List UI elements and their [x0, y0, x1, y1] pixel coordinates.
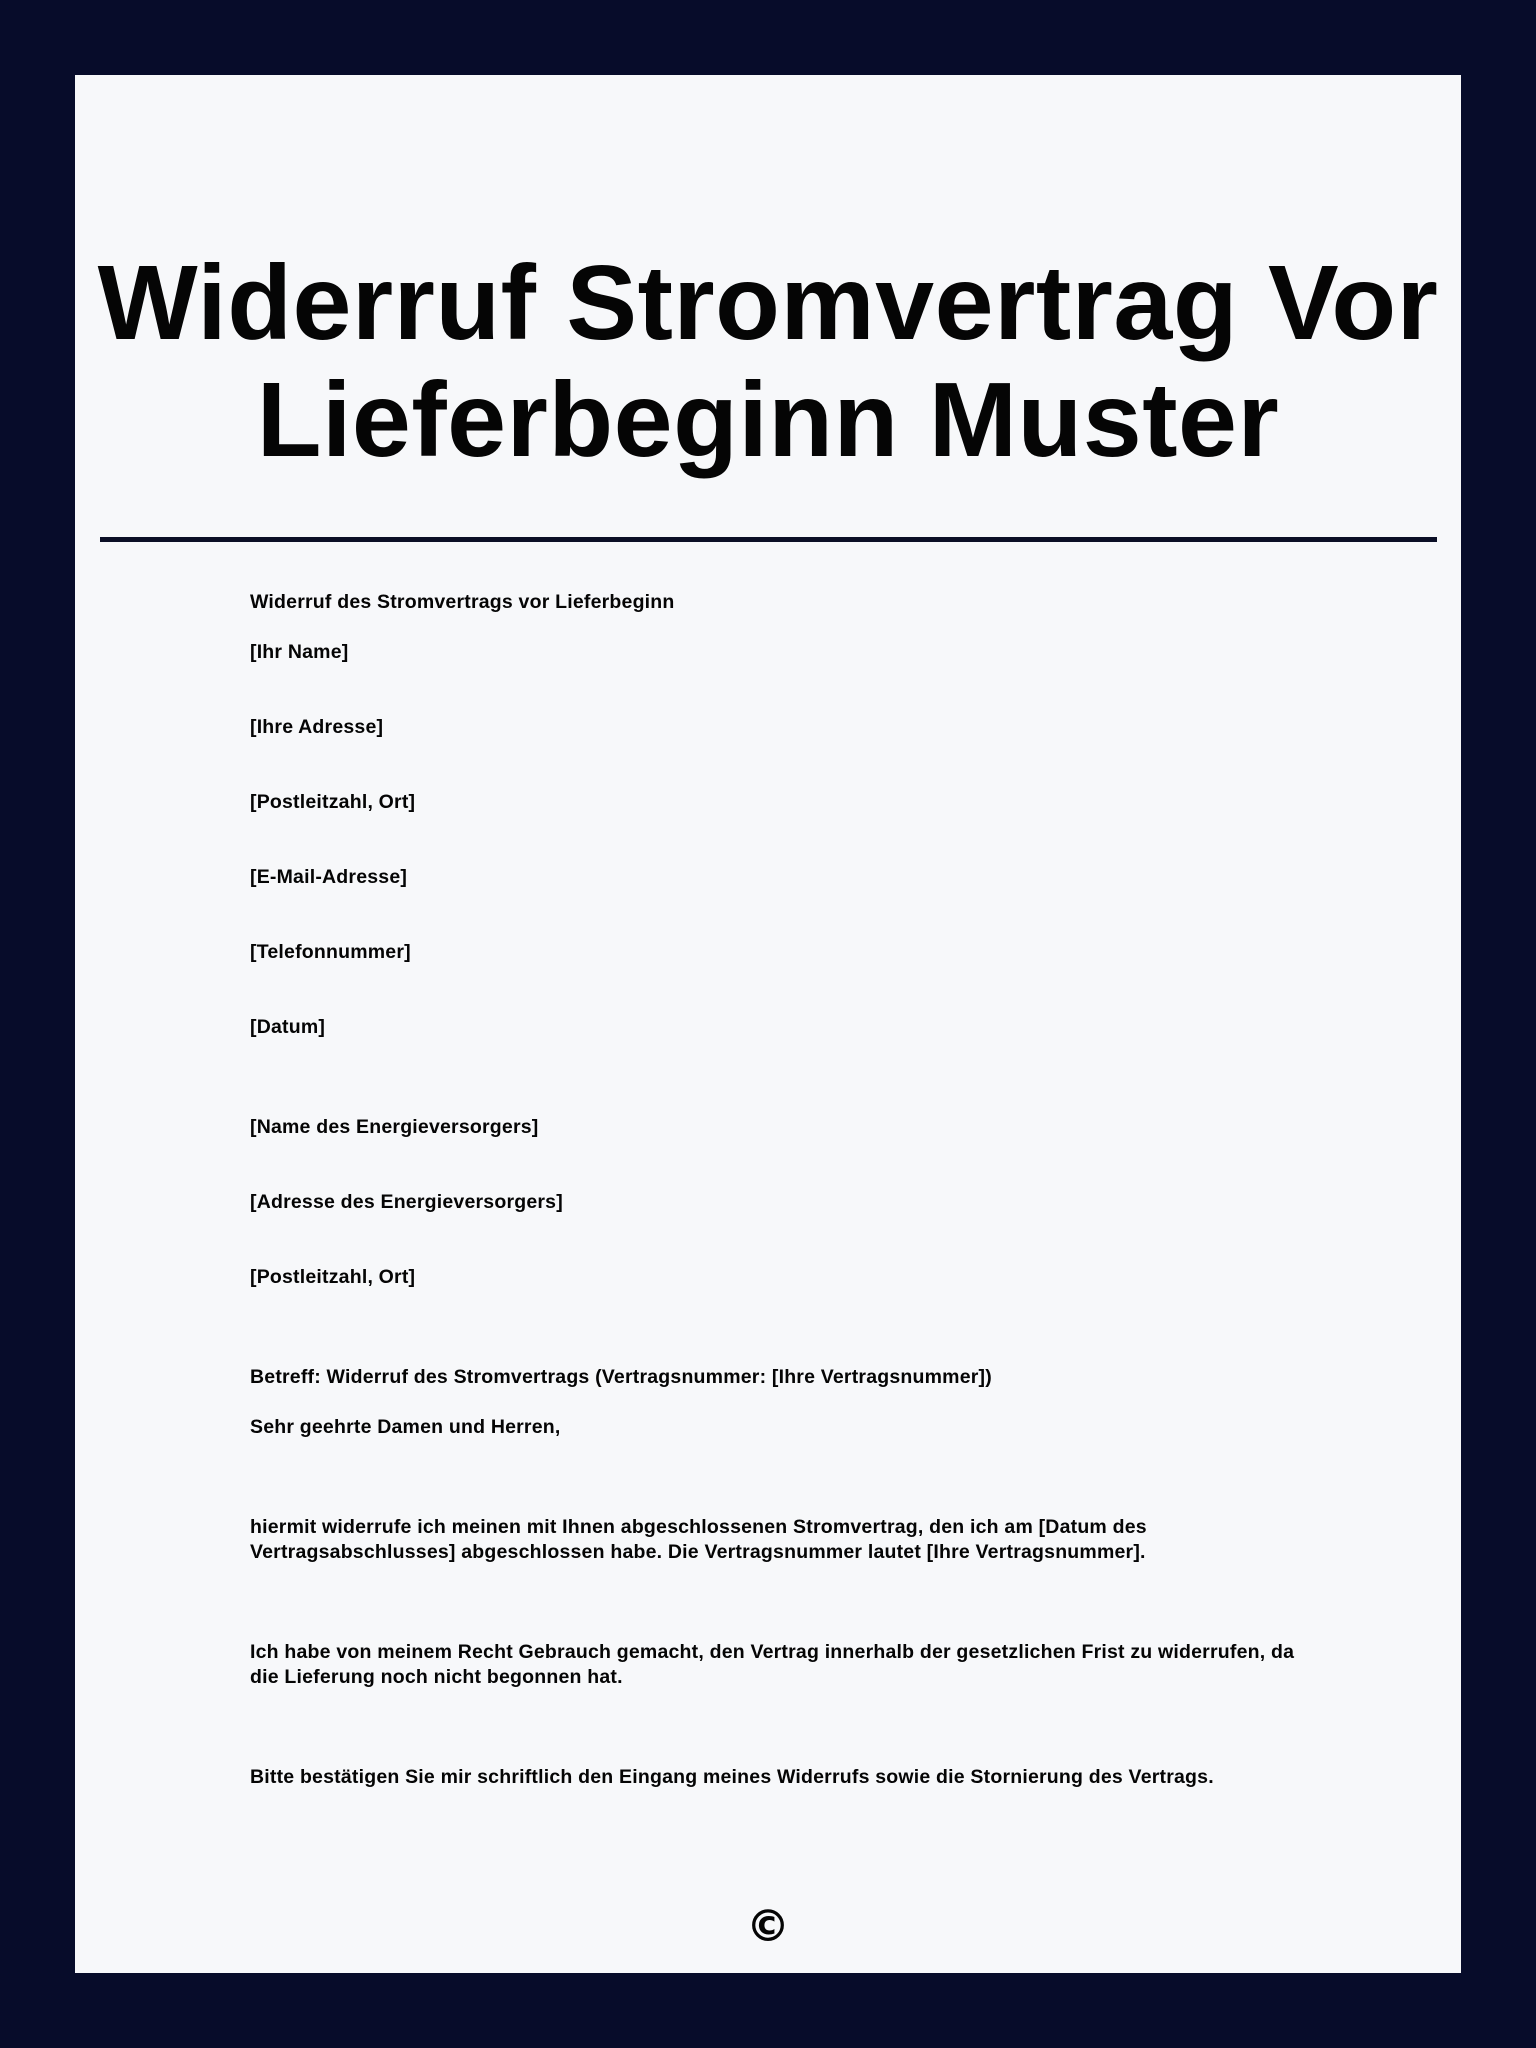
recipient-name: [Name des Energieversorgers] — [250, 1116, 539, 1138]
sender-email: [E-Mail-Adresse] — [250, 866, 408, 888]
title-divider — [100, 537, 1437, 542]
sender-address: [Ihre Adresse] — [250, 716, 384, 738]
recipient-postal-city: [Postleitzahl, Ort] — [250, 1266, 416, 1288]
letter-paragraph: Bitte bestätigen Sie mir schriftlich den Eingang meines Widerrufs sowie die Stornierung des Vertrags. — [250, 1766, 1214, 1788]
sender-phone: [Telefonnummer] — [250, 941, 411, 963]
document-page — [75, 75, 1461, 1973]
sender-name: [Ihr Name] — [250, 641, 349, 663]
document-title: Widerruf Stromvertrag Vor Lieferbeginn Muster — [97, 244, 1439, 479]
letter-subject: Betreff: Widerruf des Stromvertrags (Vertragsnummer: [Ihre Vertragsnummer]) — [250, 1366, 992, 1388]
letter-date: [Datum] — [250, 1016, 326, 1038]
letter-paragraph: hiermit widerrufe ich meinen mit Ihnen abgeschlossenen Stromvertrag, den ich am [Datum des Vertragsabschlusses] abgeschlossen habe. Die Vertragsnummer lautet [Ihre Vertragsnummer]. — [250, 1516, 1147, 1563]
copyright-icon: © — [746, 1901, 790, 1952]
letter-salutation: Sehr geehrte Damen und Herren, — [250, 1416, 561, 1438]
recipient-address: [Adresse des Energieversorgers] — [250, 1191, 563, 1213]
sender-postal-city: [Postleitzahl, Ort] — [250, 791, 416, 813]
letter-heading: Widerruf des Stromvertrags vor Lieferbeginn — [250, 591, 675, 613]
letter-paragraph: Ich habe von meinem Recht Gebrauch gemacht, den Vertrag innerhalb der gesetzlichen Frist zu widerrufen, da die Lieferung noch nicht begonnen hat. — [250, 1641, 1295, 1688]
